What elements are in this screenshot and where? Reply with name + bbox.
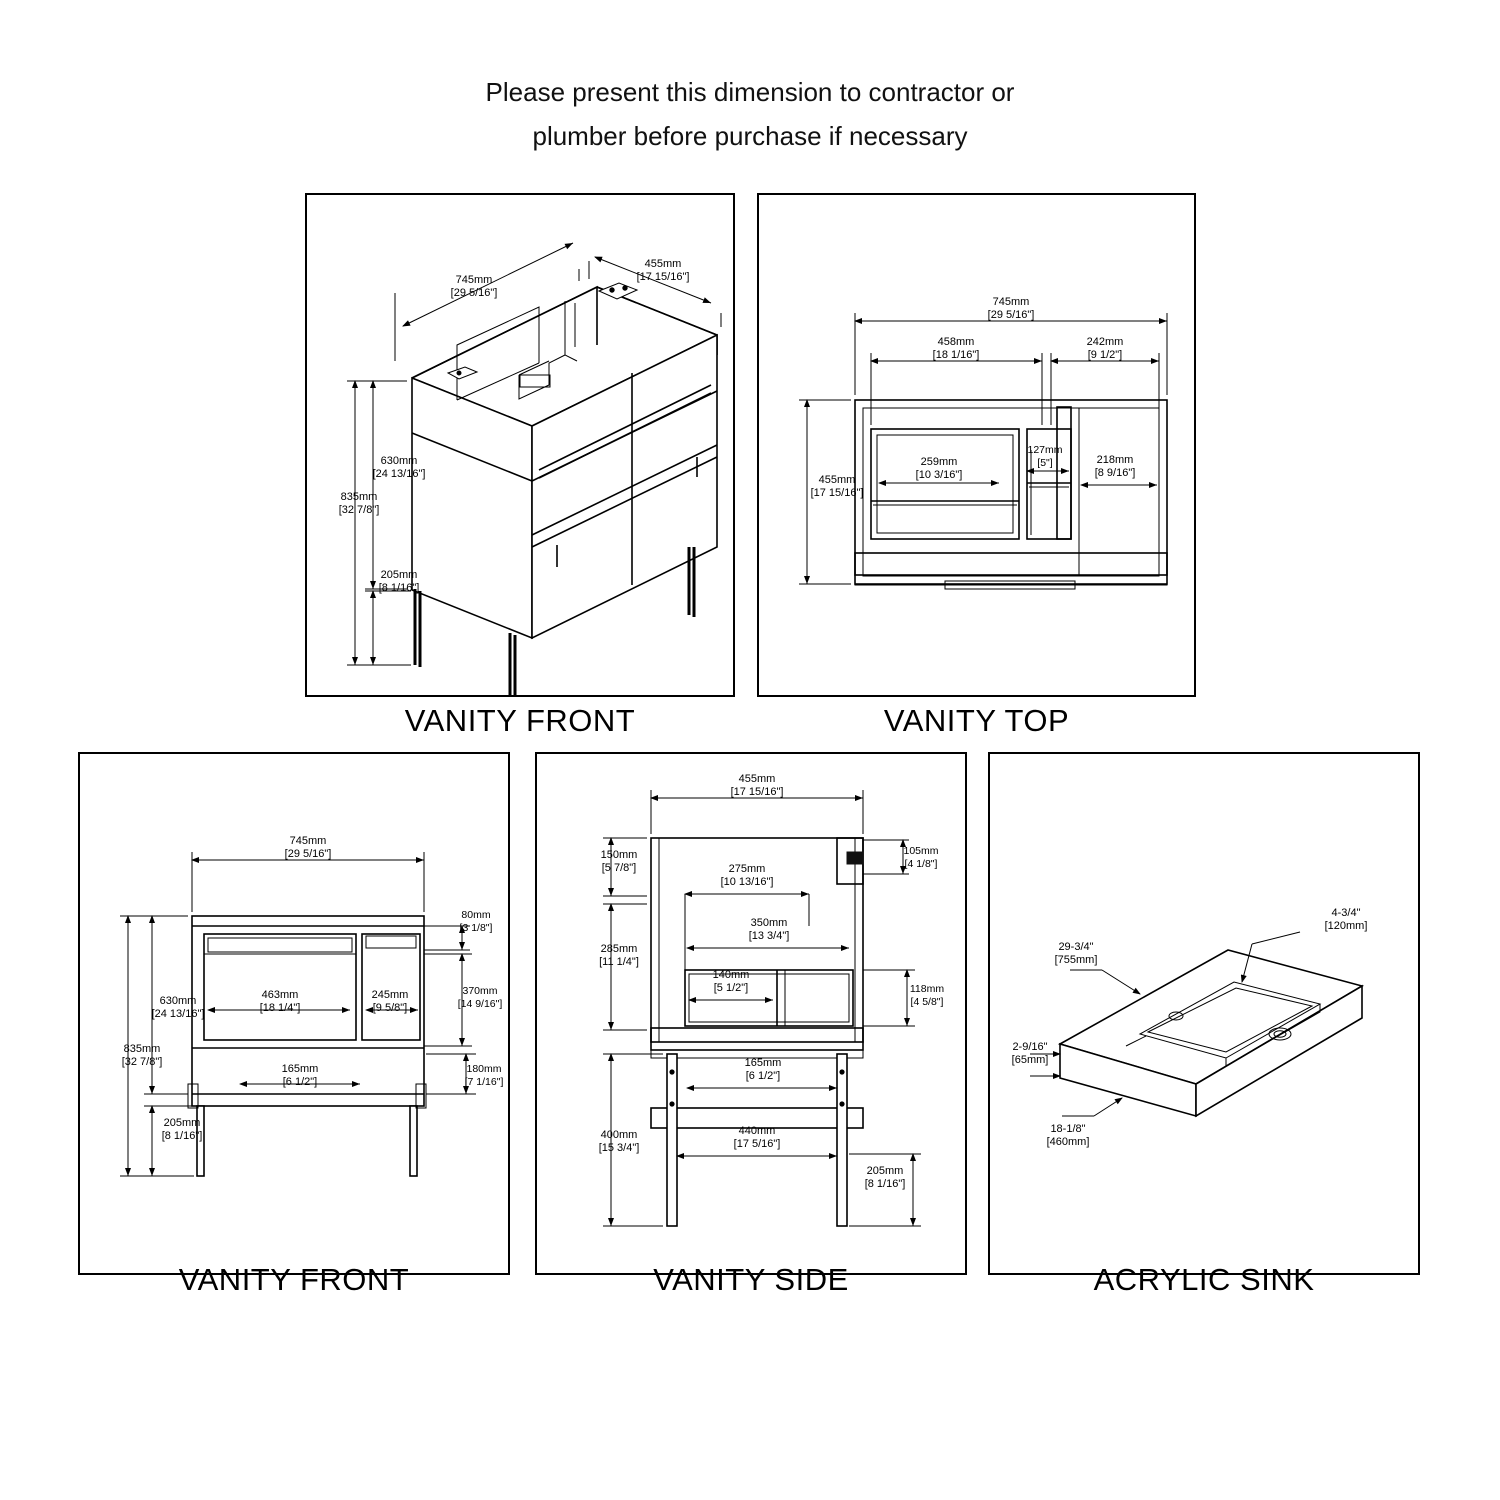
dim-463-in: [18 1/4"] (259, 1002, 301, 1014)
dim-745-mm: 745mm (289, 835, 327, 847)
dim-127-in: [5"] (1037, 457, 1053, 469)
dim-118-in: [4 5/8"] (910, 996, 944, 1008)
dim-245-in: [9 5/8"] (372, 1002, 408, 1014)
dim-275-mm: 275mm (728, 863, 766, 875)
dim-285-in: [11 1/4"] (599, 956, 639, 968)
dim-835-in: [32 7/8"] (338, 504, 380, 516)
dim-242-in: [9 1/2"] (1087, 349, 1123, 361)
dim-630-in: [24 13/16"] (151, 1008, 205, 1020)
dim-sink-755-mm: [755mm] (1054, 954, 1098, 966)
dim-140-mm: 140mm (712, 969, 750, 981)
dim-sink-120-in: 4-3/4" (1331, 907, 1361, 919)
dim-350-mm: 350mm (750, 917, 788, 929)
dim-455-mm: 455mm (738, 773, 776, 785)
dim-745-in: [29 5/16"] (450, 287, 498, 299)
dim-205-mm: 205mm (866, 1165, 904, 1177)
dim-275-in: [10 13/16"] (720, 876, 774, 888)
caption-vanity-front-iso: VANITY FRONT (404, 703, 636, 738)
dim-sink-755-in: 29-3/4" (1058, 941, 1094, 953)
dim-455-in: [17 15/16"] (636, 271, 690, 283)
dim-sink-65-mm: [65mm] (1011, 1054, 1049, 1066)
caption-vanity-top: VANITY TOP (883, 703, 1070, 738)
dim-242-mm: 242mm (1086, 336, 1124, 348)
header-line-1: Please present this dimension to contractor or (485, 77, 1015, 107)
caption-vanity-side: VANITY SIDE (653, 1262, 849, 1297)
dim-180-mm: 180mm (466, 1063, 502, 1075)
dim-285-mm: 285mm (600, 943, 638, 955)
dim-458-in: [18 1/16"] (932, 349, 980, 361)
vanity-top-drawing (759, 195, 1194, 695)
dim-205-in: [8 1/16"] (161, 1130, 203, 1142)
dim-sink-460-in: 18-1/8" (1050, 1123, 1086, 1135)
caption-acrylic-sink: ACRYLIC SINK (1093, 1262, 1315, 1297)
dim-150-in: [5 7/8"] (601, 862, 637, 874)
dim-165-in: [6 1/2"] (745, 1070, 781, 1082)
dim-165-in: [6 1/2"] (282, 1076, 318, 1088)
vanity-front-elev-drawing (80, 754, 508, 1273)
dim-140-in: [5 1/2"] (713, 982, 749, 994)
caption-vanity-front-elev: VANITY FRONT (178, 1262, 410, 1297)
dim-218-in: [8 9/16"] (1094, 467, 1136, 479)
dim-245-mm: 245mm (371, 989, 409, 1001)
acrylic-sink-drawing (990, 754, 1418, 1273)
vanity-front-iso-drawing (307, 195, 733, 695)
dim-835-mm: 835mm (123, 1043, 161, 1055)
dim-463-mm: 463mm (261, 989, 299, 1001)
dim-205-in: [8 1/16"] (864, 1178, 906, 1190)
dim-sink-120-mm: [120mm] (1324, 920, 1368, 932)
dim-835-in: [32 7/8"] (121, 1056, 163, 1068)
dim-165-mm: 165mm (281, 1063, 319, 1075)
dim-80-mm: 80mm (461, 909, 491, 921)
dim-630-mm: 630mm (159, 995, 197, 1007)
vanity-side-drawing (537, 754, 965, 1273)
dim-80-in: [3 1/8"] (459, 922, 493, 934)
dim-150-mm: 150mm (600, 849, 638, 861)
dim-400-in: [15 3/4"] (598, 1142, 640, 1154)
dim-205-in: [8 1/16"] (378, 582, 420, 594)
dim-105-mm: 105mm (903, 845, 939, 857)
dim-127-mm: 127mm (1027, 444, 1063, 456)
dim-sink-65-in: 2-9/16" (1012, 1041, 1048, 1053)
header-line-2: plumber before purchase if necessary (532, 121, 968, 151)
dim-180-in: [7 1/16"] (464, 1076, 504, 1088)
dim-259-in: [10 3/16"] (915, 469, 963, 481)
dim-259-mm: 259mm (920, 456, 958, 468)
dim-630-in: [24 13/16"] (372, 468, 426, 480)
dim-165-mm: 165mm (744, 1057, 782, 1069)
dim-745-in: [29 5/16"] (987, 309, 1035, 321)
panel-vanity-front-iso (305, 193, 735, 697)
dim-458-mm: 458mm (937, 336, 975, 348)
dim-745-mm: 745mm (455, 274, 493, 286)
dim-118-mm: 118mm (909, 983, 945, 995)
panel-vanity-side (535, 752, 967, 1275)
dim-400-mm: 400mm (600, 1129, 638, 1141)
dim-440-in: [17 5/16"] (733, 1138, 781, 1150)
dim-sink-460-mm: [460mm] (1046, 1136, 1090, 1148)
panel-acrylic-sink (988, 752, 1420, 1275)
dim-218-mm: 218mm (1096, 454, 1134, 466)
dim-745-in: [29 5/16"] (284, 848, 332, 860)
dim-105-in: [4 1/8"] (904, 858, 938, 870)
header-note (0, 70, 1500, 158)
dim-205-mm: 205mm (163, 1117, 201, 1129)
dim-205-mm: 205mm (380, 569, 418, 581)
dim-440-mm: 440mm (738, 1125, 776, 1137)
dim-370-in: [14 9/16"] (457, 998, 503, 1010)
dim-835-mm: 835mm (340, 491, 378, 503)
dim-455-mm: 455mm (818, 474, 856, 486)
dim-455-in: [17 15/16"] (810, 487, 864, 499)
dim-370-mm: 370mm (462, 985, 498, 997)
dim-455-mm: 455mm (644, 258, 682, 270)
dim-630-mm: 630mm (380, 455, 418, 467)
panel-vanity-front-elev (78, 752, 510, 1275)
panel-vanity-top (757, 193, 1196, 697)
dim-350-in: [13 3/4"] (748, 930, 790, 942)
dim-745-mm: 745mm (992, 296, 1030, 308)
dim-455-in: [17 15/16"] (730, 786, 784, 798)
